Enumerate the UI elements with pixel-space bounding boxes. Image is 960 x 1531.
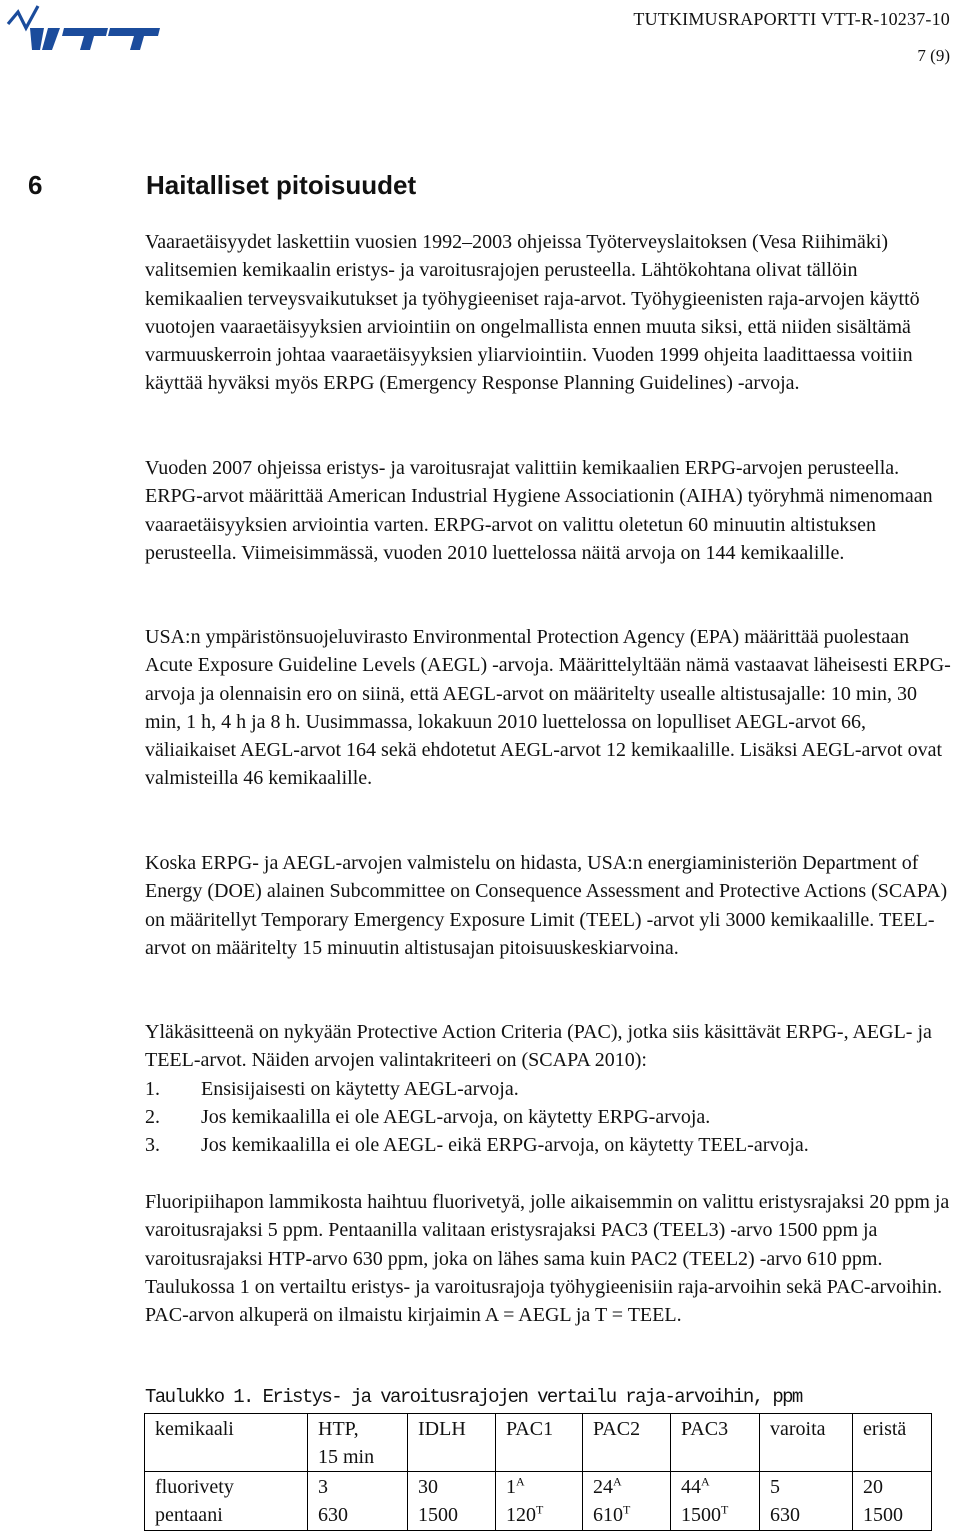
header-htp: HTP, [318, 1418, 359, 1440]
pac1-value: 1 [506, 1476, 516, 1498]
isolation-limit: 20 [863, 1476, 883, 1498]
list-item [145, 1103, 955, 1131]
pac2-source: A [613, 1474, 622, 1489]
header-htp-sub: 15 min [318, 1446, 375, 1468]
section-heading [28, 170, 416, 201]
vtt-logo [4, 2, 164, 54]
table-cell [583, 1472, 671, 1531]
table-caption: Taulukko 1. Eristys- ja varoitusrajojen vertailu raja-arvoihin, ppm [145, 1386, 802, 1408]
list-text: Ensisijaisesti on käytetty AEGL-arvoja. [201, 1077, 519, 1100]
paragraph-text: Vuoden 2007 ohjeissa eristys- ja varoitusrajat valittiin kemikaalien ERPG-arvojen perusteella. ERPG-arvot määrittää American Industrial Hygiene Associationin (AIHA) työryhmä nimenomaan vaaraetäisyyksien arviointia varten. ERPG-arvot on valittu oletetun 60 minuutin altistuksen perusteella. Viimeisimmässä, vuoden 2010 luettelossa näitä arvoja on 144 kemikaalille. [145, 457, 933, 564]
table-cell [308, 1472, 408, 1531]
isolation-limit: 1500 [863, 1504, 903, 1526]
table-header-cell: PAC3 [671, 1414, 760, 1472]
pac2-value: 610 [593, 1504, 623, 1526]
table-cell [760, 1472, 853, 1531]
chemical-name: pentaani [155, 1504, 223, 1526]
paragraph [145, 228, 955, 398]
paragraph [145, 623, 955, 793]
page-number: 7 (9) [917, 46, 950, 65]
list-text: Jos kemikaalilla ei ole AEGL- eikä ERPG-arvoja, on käytetty TEEL-arvoja. [201, 1134, 809, 1157]
table-cell [671, 1472, 760, 1531]
section-title: Haitalliset pitoisuudet [146, 170, 417, 200]
paragraph-text: Vaaraetäisyydet laskettiin vuosien 1992–2003 ohjeissa Työterveyslaitoksen (Vesa Riihimäki) valitsemien kemikaalin eristys- ja varoitusrajojen perusteella. Lähtökohtana olivat tällöin kemikaalien terveysvaikutukset ja työhygieeniset raja-arvot. Työhygieenisten raja-arvojen käyttö vuotojen vaaraetäisyyksien arviointiin on ongelmallista ennen muuta siksi, että niiden sisältämä varmuuskerroin johtaa vaaraetäisyyksien yliarviointiin. Vuoden 1999 ohjeita laadittaessa voitiin käyttää hyväksi myös ERPG (Emergency Response Planning Guidelines) -arvoja. [145, 231, 920, 395]
pac1-source: A [516, 1474, 525, 1489]
idlh-value: 30 [418, 1476, 438, 1498]
list-number: 3. [145, 1134, 160, 1157]
chemical-name: fluorivety [155, 1476, 234, 1498]
paragraph [145, 454, 955, 567]
idlh-value: 1500 [418, 1504, 458, 1526]
table-header-cell: PAC1 [496, 1414, 583, 1472]
table-cell [853, 1472, 932, 1531]
htp-value: 3 [318, 1476, 328, 1498]
list-number: 2. [145, 1105, 160, 1128]
list-number: 1. [145, 1077, 160, 1100]
paragraph [145, 849, 955, 962]
htp-value: 630 [318, 1504, 348, 1526]
list-item [145, 1075, 955, 1103]
table-header-cell: varoita [760, 1414, 853, 1472]
pac1-value: 120 [506, 1504, 536, 1526]
warning-limit: 5 [770, 1476, 780, 1498]
pac3-value: 44 [681, 1476, 701, 1498]
table-cell [496, 1472, 583, 1531]
table-cell [145, 1472, 308, 1531]
comparison-table [144, 1413, 932, 1531]
paragraph-text: USA:n ympäristönsuojeluvirasto Environmental Protection Agency (EPA) määrittää puolestaan Acute Exposure Guideline Levels (AEGL) -arvoja. Määrittelyltään nämä vastaavat läheisesti ERPG-arvoja ja olennaisin ero on siinä, että AEGL-arvot on määritelty usealle altistusajalle: 10 min, 30 min, 1 h, 4 h ja 8 h. Uusimmassa, lokakuun 2010 luettelossa on lopulliset AEGL-arvot 66, väliaikaiset AEGL-arvot 164 sekä ehdotetut AEGL-arvot 12 kemikaalille. Lisäksi AEGL-arvot ovat valmisteilla 46 kemikaalille. [145, 626, 951, 790]
table-cell [408, 1472, 496, 1531]
criteria-list [145, 1075, 955, 1160]
table-header-cell: IDLH [408, 1414, 496, 1472]
pac2-value: 24 [593, 1476, 613, 1498]
paragraph-text: Yläkäsitteenä on nykyään Protective Action Criteria (PAC), jotka siis käsittävät ERPG-, AEGL- ja TEEL-arvot. Näiden arvojen valintakriteeri on (SCAPA 2010): [145, 1021, 932, 1072]
warning-limit: 630 [770, 1504, 800, 1526]
table-row [145, 1472, 932, 1531]
paragraph-text: Koska ERPG- ja AEGL-arvojen valmistelu on hidasta, USA:n energiaministeriön Department of Energy (DOE) alainen Subcommittee on Consequence Assessment and Protective Actions (SCAPA) on määritellyt Temporary Emergency Exposure Limit (TEEL) -arvot yli 3000 kemikaalille. TEEL-arvot on määritelty 15 minuutin altistusajan pitoisuuskeskiarvoina. [145, 852, 948, 959]
table-header-row [145, 1414, 932, 1472]
paragraph-text: Fluoripiihapon lammikosta haihtuu fluorivetyä, jolle aikaisemmin on valittu eristysrajaksi 20 ppm ja varoitusrajaksi 5 ppm. Pentaanilla valitaan eristysrajaksi PAC3 (TEEL3) -arvo 1500 ppm ja varoitusrajaksi HTP-arvo 630 ppm, joka on lähes sama kuin PAC2 (TEEL2) -arvo 610 ppm. Taulukossa 1 on vertailtu eristys- ja varoitusrajoja työhygieenisiin raja-arvoihin sekä PAC-arvoihin. PAC-arvon alkuperä on ilmaistu kirjaimin A = AEGL ja T = TEEL. [145, 1191, 950, 1327]
pac1-source: T [536, 1502, 544, 1517]
table-header-cell: kemikaali [145, 1414, 308, 1472]
paragraph [145, 1188, 955, 1329]
table-header-cell: PAC2 [583, 1414, 671, 1472]
paragraph [145, 1018, 955, 1159]
table-header-cell: eristä [853, 1414, 932, 1472]
pac3-source: A [701, 1474, 710, 1489]
pac3-value: 1500 [681, 1504, 721, 1526]
list-item [145, 1131, 955, 1159]
section-number: 6 [28, 170, 43, 200]
pac2-source: T [623, 1502, 631, 1517]
report-id: TUTKIMUSRAPORTTI VTT-R-10237-10 [633, 9, 950, 29]
list-text: Jos kemikaalilla ei ole AEGL-arvoja, on käytetty ERPG-arvoja. [201, 1105, 711, 1128]
pac3-source: T [721, 1502, 729, 1517]
table-header-cell [308, 1414, 408, 1472]
